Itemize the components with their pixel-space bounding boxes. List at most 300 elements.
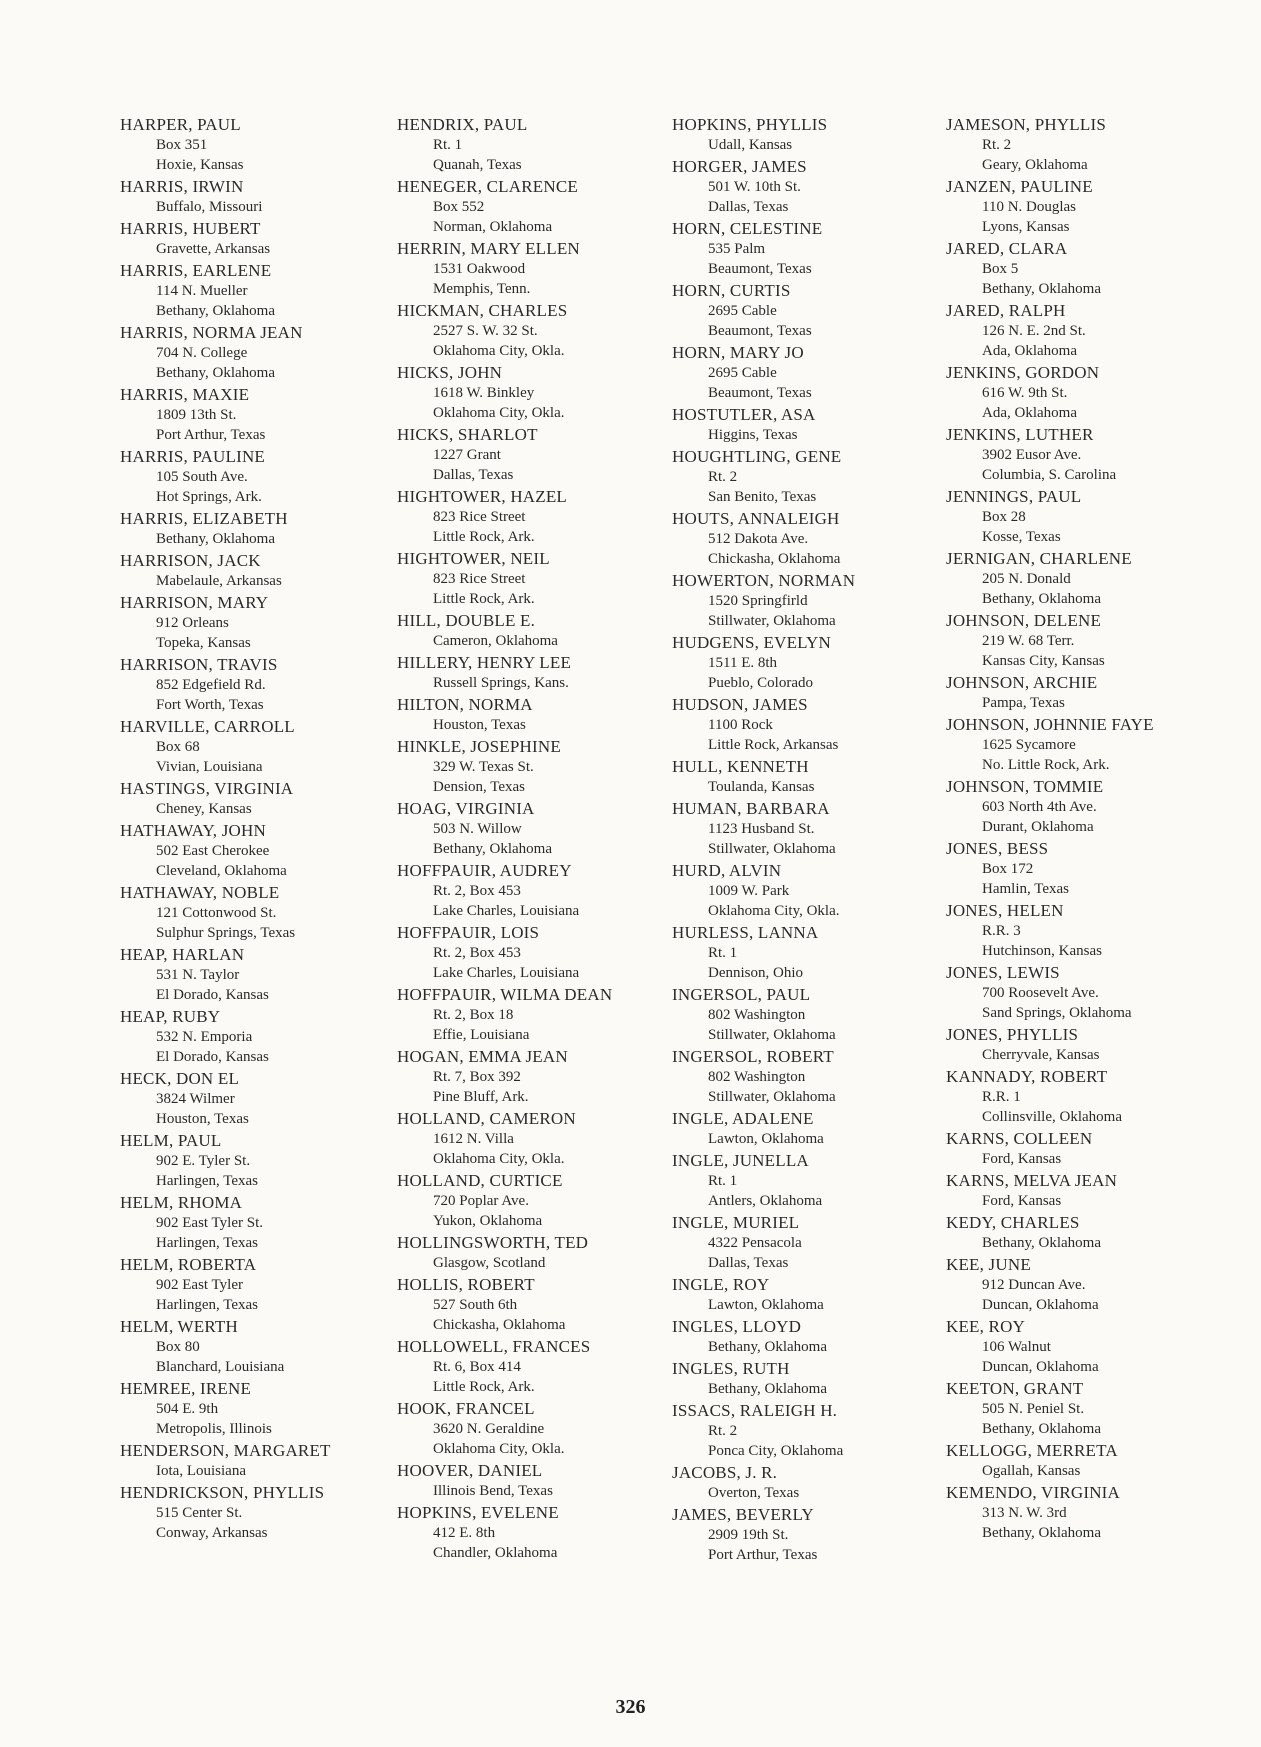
entry-city: Bethany, Oklahoma bbox=[708, 1339, 827, 1355]
entry-address: Rt. 2 bbox=[708, 1423, 738, 1439]
entry-city: Pine Bluff, Ark. bbox=[433, 1089, 529, 1105]
entry-city: Bethany, Oklahoma bbox=[708, 1381, 827, 1397]
entry-city: Hot Springs, Ark. bbox=[156, 489, 262, 505]
entry-name: HOOVER, DANIEL bbox=[397, 1461, 543, 1480]
entry-name: HOSTUTLER, ASA bbox=[672, 405, 816, 424]
entry-address: 1520 Springfirld bbox=[708, 593, 808, 609]
entry-address: 2909 19th St. bbox=[708, 1527, 789, 1543]
entry-name: HOFFPAUIR, WILMA DEAN bbox=[397, 985, 613, 1004]
entry-city: Pampa, Texas bbox=[982, 695, 1065, 711]
entry-address: 1511 E. 8th bbox=[708, 655, 778, 671]
entry-name: KEETON, GRANT bbox=[946, 1379, 1084, 1398]
entry-city: Stillwater, Oklahoma bbox=[708, 1089, 836, 1105]
entry-city: Bethany, Oklahoma bbox=[156, 303, 275, 319]
entry-name: HECK, DON EL bbox=[120, 1069, 240, 1088]
directory-column-1 bbox=[120, 115, 410, 1545]
directory-entry bbox=[120, 945, 410, 1005]
entry-name: HOLLIS, ROBERT bbox=[397, 1275, 535, 1294]
directory-entry bbox=[397, 1275, 687, 1335]
entry-city: Ada, Oklahoma bbox=[982, 405, 1077, 421]
directory-entry bbox=[120, 1069, 410, 1129]
entry-city: El Dorado, Kansas bbox=[156, 987, 269, 1003]
entry-name: HORN, MARY JO bbox=[672, 343, 804, 362]
entry-name: HENEGER, CLARENCE bbox=[397, 177, 578, 196]
entry-city: Ogallah, Kansas bbox=[982, 1463, 1081, 1479]
entry-address: 2695 Cable bbox=[708, 303, 777, 319]
entry-name: JANZEN, PAULINE bbox=[946, 177, 1093, 196]
entry-address: 527 South 6th bbox=[433, 1297, 518, 1313]
entry-city: Dallas, Texas bbox=[708, 1255, 789, 1271]
entry-address: 532 N. Emporia bbox=[156, 1029, 253, 1045]
entry-address: 802 Washington bbox=[708, 1069, 806, 1085]
entry-name: HUDSON, JAMES bbox=[672, 695, 808, 714]
entry-city: Oklahoma City, Okla. bbox=[708, 903, 840, 919]
entry-name: INGLE, JUNELLA bbox=[672, 1151, 809, 1170]
entry-city: Columbia, S. Carolina bbox=[982, 467, 1117, 483]
entry-city: Illinois Bend, Texas bbox=[433, 1483, 553, 1499]
entry-city: Little Rock, Ark. bbox=[433, 529, 535, 545]
directory-entry bbox=[120, 509, 410, 549]
entry-city: Oklahoma City, Okla. bbox=[433, 405, 565, 421]
entry-name: HOPKINS, PHYLLIS bbox=[672, 115, 828, 134]
directory-entry bbox=[397, 1233, 687, 1273]
entry-address: 912 Orleans bbox=[156, 615, 229, 631]
entry-address: Box 172 bbox=[982, 861, 1034, 877]
entry-city: Harlingen, Texas bbox=[156, 1235, 258, 1251]
entry-address: 1531 Oakwood bbox=[433, 261, 526, 277]
entry-address: 1809 13th St. bbox=[156, 407, 237, 423]
entry-city: Toulanda, Kansas bbox=[708, 779, 815, 795]
entry-name: HARRISON, MARY bbox=[120, 593, 269, 612]
entry-address: 3620 N. Geraldine bbox=[433, 1421, 545, 1437]
entry-name: HARRIS, MAXIE bbox=[120, 385, 250, 404]
entry-name: INGLE, ADALENE bbox=[672, 1109, 814, 1128]
entry-address: 823 Rice Street bbox=[433, 571, 526, 587]
entry-address: 501 W. 10th St. bbox=[708, 179, 801, 195]
directory-entry bbox=[672, 757, 962, 797]
entry-name: HENDRIX, PAUL bbox=[397, 115, 528, 134]
directory-entry bbox=[120, 385, 410, 445]
entry-address: 603 North 4th Ave. bbox=[982, 799, 1097, 815]
directory-entry bbox=[946, 1379, 1236, 1439]
entry-name: HARRIS, EARLENE bbox=[120, 261, 272, 280]
entry-name: HARRIS, PAULINE bbox=[120, 447, 266, 466]
entry-city: Lawton, Oklahoma bbox=[708, 1131, 824, 1147]
directory-entry bbox=[672, 1213, 962, 1273]
entry-address: Rt. 6, Box 414 bbox=[433, 1359, 521, 1375]
entry-city: Cameron, Oklahoma bbox=[433, 633, 558, 649]
entry-city: Cherryvale, Kansas bbox=[982, 1047, 1100, 1063]
directory-entry bbox=[397, 549, 687, 609]
directory-entry bbox=[672, 1359, 962, 1399]
entry-name: JENKINS, LUTHER bbox=[946, 425, 1094, 444]
directory-column-2 bbox=[397, 115, 687, 1565]
entry-address: Rt. 2, Box 453 bbox=[433, 945, 521, 961]
entry-city: Oklahoma City, Okla. bbox=[433, 343, 565, 359]
entry-address: Rt. 2 bbox=[982, 137, 1012, 153]
entry-name: HOPKINS, EVELENE bbox=[397, 1503, 559, 1522]
directory-entry bbox=[672, 447, 962, 507]
entry-city: Glasgow, Scotland bbox=[433, 1255, 546, 1271]
entry-address: 3902 Eusor Ave. bbox=[982, 447, 1082, 463]
entry-city: Stillwater, Oklahoma bbox=[708, 1027, 836, 1043]
entry-name: HARPER, PAUL bbox=[120, 115, 241, 134]
entry-address: Rt. 2, Box 453 bbox=[433, 883, 521, 899]
directory-entry bbox=[120, 883, 410, 943]
entry-name: HERRIN, MARY ELLEN bbox=[397, 239, 580, 258]
entry-name: JENKINS, GORDON bbox=[946, 363, 1100, 382]
entry-name: HEMREE, IRENE bbox=[120, 1379, 252, 1398]
directory-entry bbox=[120, 219, 410, 259]
entry-city: Harlingen, Texas bbox=[156, 1297, 258, 1313]
directory-entry bbox=[397, 1171, 687, 1231]
entry-city: Memphis, Tenn. bbox=[433, 281, 531, 297]
entry-name: HOWERTON, NORMAN bbox=[672, 571, 856, 590]
entry-city: San Benito, Texas bbox=[708, 489, 817, 505]
directory-entry bbox=[397, 985, 687, 1045]
entry-address: 502 East Cherokee bbox=[156, 843, 270, 859]
entry-address: 1625 Sycamore bbox=[982, 737, 1076, 753]
entry-name: JONES, HELEN bbox=[946, 901, 1064, 920]
directory-entry bbox=[120, 115, 410, 175]
entry-name: HOGAN, EMMA JEAN bbox=[397, 1047, 568, 1066]
entry-city: Durant, Oklahoma bbox=[982, 819, 1094, 835]
entry-name: INGERSOL, ROBERT bbox=[672, 1047, 834, 1066]
directory-entry bbox=[946, 611, 1236, 671]
entry-city: Duncan, Oklahoma bbox=[982, 1359, 1099, 1375]
entry-city: Chickasha, Oklahoma bbox=[433, 1317, 566, 1333]
entry-city: Hoxie, Kansas bbox=[156, 157, 244, 173]
entry-name: HARRISON, TRAVIS bbox=[120, 655, 278, 674]
entry-address: 704 N. College bbox=[156, 345, 248, 361]
directory-entry bbox=[397, 1399, 687, 1459]
entry-city: Bethany, Oklahoma bbox=[982, 281, 1101, 297]
entry-address: 121 Cottonwood St. bbox=[156, 905, 277, 921]
directory-entry bbox=[946, 1483, 1236, 1543]
entry-address: 4322 Pensacola bbox=[708, 1235, 802, 1251]
entry-city: Hamlin, Texas bbox=[982, 881, 1069, 897]
entry-name: INGERSOL, PAUL bbox=[672, 985, 811, 1004]
entry-city: Lyons, Kansas bbox=[982, 219, 1070, 235]
directory-entry bbox=[672, 799, 962, 859]
entry-city: Hutchinson, Kansas bbox=[982, 943, 1102, 959]
entry-name: HORN, CURTIS bbox=[672, 281, 791, 300]
entry-name: HATHAWAY, JOHN bbox=[120, 821, 266, 840]
entry-address: 1618 W. Binkley bbox=[433, 385, 535, 401]
entry-name: HARVILLE, CARROLL bbox=[120, 717, 295, 736]
entry-name: HOLLINGSWORTH, TED bbox=[397, 1233, 589, 1252]
directory-entry bbox=[397, 653, 687, 693]
entry-name: JERNIGAN, CHARLENE bbox=[946, 549, 1132, 568]
entry-address: 412 E. 8th bbox=[433, 1525, 496, 1541]
directory-entry bbox=[672, 1151, 962, 1211]
entry-city: Conway, Arkansas bbox=[156, 1525, 268, 1541]
directory-entry bbox=[672, 509, 962, 569]
entry-name: HELM, RHOMA bbox=[120, 1193, 243, 1212]
directory-entry bbox=[120, 177, 410, 217]
entry-name: HARRIS, ELIZABETH bbox=[120, 509, 288, 528]
directory-entry bbox=[397, 363, 687, 423]
entry-name: HURLESS, LANNA bbox=[672, 923, 819, 942]
directory-entry bbox=[946, 425, 1236, 485]
directory-entry bbox=[120, 323, 410, 383]
entry-city: Kosse, Texas bbox=[982, 529, 1061, 545]
entry-city: Iota, Louisiana bbox=[156, 1463, 246, 1479]
entry-name: HELM, PAUL bbox=[120, 1131, 222, 1150]
directory-entry bbox=[946, 901, 1236, 961]
entry-address: R.R. 3 bbox=[982, 923, 1021, 939]
entry-city: Antlers, Oklahoma bbox=[708, 1193, 823, 1209]
entry-address: 802 Washington bbox=[708, 1007, 806, 1023]
entry-city: Duncan, Oklahoma bbox=[982, 1297, 1099, 1313]
entry-name: HOLLOWELL, FRANCES bbox=[397, 1337, 591, 1356]
entry-name: HARRIS, NORMA JEAN bbox=[120, 323, 303, 342]
entry-name: HARRIS, HUBERT bbox=[120, 219, 261, 238]
entry-city: Ponca City, Oklahoma bbox=[708, 1443, 844, 1459]
entry-address: 504 E. 9th bbox=[156, 1401, 219, 1417]
entry-city: Mabelaule, Arkansas bbox=[156, 573, 282, 589]
entry-name: JAMESON, PHYLLIS bbox=[946, 115, 1106, 134]
entry-address: 720 Poplar Ave. bbox=[433, 1193, 529, 1209]
entry-city: Bethany, Oklahoma bbox=[982, 591, 1101, 607]
entry-address: 2695 Cable bbox=[708, 365, 777, 381]
directory-entry bbox=[120, 1441, 410, 1481]
entry-name: HOFFPAUIR, LOIS bbox=[397, 923, 540, 942]
entry-address: 313 N. W. 3rd bbox=[982, 1505, 1067, 1521]
entry-city: No. Little Rock, Ark. bbox=[982, 757, 1110, 773]
entry-address: 531 N. Taylor bbox=[156, 967, 240, 983]
directory-entry bbox=[397, 487, 687, 547]
directory-entry bbox=[672, 1463, 962, 1503]
directory-entry bbox=[946, 1067, 1236, 1127]
entry-city: Ada, Oklahoma bbox=[982, 343, 1077, 359]
entry-city: Norman, Oklahoma bbox=[433, 219, 553, 235]
entry-city: Beaumont, Texas bbox=[708, 261, 812, 277]
entry-address: 616 W. 9th St. bbox=[982, 385, 1068, 401]
entry-name: HARRIS, IRWIN bbox=[120, 177, 244, 196]
entry-address: 902 East Tyler bbox=[156, 1277, 243, 1293]
directory-entry bbox=[397, 737, 687, 797]
entry-city: Gravette, Arkansas bbox=[156, 241, 271, 257]
entry-name: HOAG, VIRGINIA bbox=[397, 799, 535, 818]
entry-address: Rt. 1 bbox=[433, 137, 463, 153]
entry-city: Collinsville, Oklahoma bbox=[982, 1109, 1122, 1125]
directory-entry bbox=[397, 923, 687, 983]
entry-name: INGLE, MURIEL bbox=[672, 1213, 800, 1232]
entry-name: JONES, BESS bbox=[946, 839, 1049, 858]
entry-city: Pueblo, Colorado bbox=[708, 675, 813, 691]
entry-city: Ford, Kansas bbox=[982, 1193, 1062, 1209]
entry-address: 329 W. Texas St. bbox=[433, 759, 534, 775]
entry-address: 515 Center St. bbox=[156, 1505, 243, 1521]
directory-entry bbox=[946, 1255, 1236, 1315]
directory-entry bbox=[672, 1317, 962, 1357]
entry-city: Geary, Oklahoma bbox=[982, 157, 1088, 173]
entry-city: Port Arthur, Texas bbox=[708, 1547, 818, 1563]
entry-name: HOFFPAUIR, AUDREY bbox=[397, 861, 572, 880]
directory-entry bbox=[120, 1483, 410, 1543]
entry-city: Dennison, Ohio bbox=[708, 965, 803, 981]
directory-entry bbox=[397, 611, 687, 651]
entry-city: Buffalo, Missouri bbox=[156, 199, 263, 215]
directory-entry bbox=[946, 1171, 1236, 1211]
entry-city: Oklahoma City, Okla. bbox=[433, 1151, 565, 1167]
directory-entry bbox=[672, 1275, 962, 1315]
entry-address: 902 E. Tyler St. bbox=[156, 1153, 251, 1169]
entry-address: 912 Duncan Ave. bbox=[982, 1277, 1086, 1293]
entry-address: 219 W. 68 Terr. bbox=[982, 633, 1075, 649]
directory-entry bbox=[672, 695, 962, 755]
entry-name: HULL, KENNETH bbox=[672, 757, 809, 776]
directory-entry bbox=[397, 1503, 687, 1563]
directory-entry bbox=[672, 1505, 962, 1565]
entry-name: INGLES, RUTH bbox=[672, 1359, 790, 1378]
directory-entry bbox=[120, 261, 410, 321]
entry-address: 1009 W. Park bbox=[708, 883, 790, 899]
entry-name: HELM, ROBERTA bbox=[120, 1255, 257, 1274]
entry-name: HILTON, NORMA bbox=[397, 695, 533, 714]
entry-address: 823 Rice Street bbox=[433, 509, 526, 525]
entry-name: JOHNSON, JOHNNIE FAYE bbox=[946, 715, 1154, 734]
directory-entry bbox=[120, 1255, 410, 1315]
directory-entry bbox=[946, 673, 1236, 713]
entry-name: HEAP, HARLAN bbox=[120, 945, 245, 964]
directory-entry bbox=[946, 1213, 1236, 1253]
directory-entry bbox=[672, 343, 962, 403]
entry-city: Oklahoma City, Okla. bbox=[433, 1441, 565, 1457]
directory-entry bbox=[946, 839, 1236, 899]
directory-entry bbox=[946, 177, 1236, 237]
entry-name: HARRISON, JACK bbox=[120, 551, 261, 570]
directory-entry bbox=[946, 239, 1236, 299]
directory-entry bbox=[672, 633, 962, 693]
entry-address: 1227 Grant bbox=[433, 447, 501, 463]
entry-name: HELM, WERTH bbox=[120, 1317, 238, 1336]
entry-name: HICKS, SHARLOT bbox=[397, 425, 538, 444]
directory-entry bbox=[672, 219, 962, 279]
entry-city: Bethany, Oklahoma bbox=[156, 531, 275, 547]
entry-address: 852 Edgefield Rd. bbox=[156, 677, 266, 693]
directory-entry bbox=[672, 571, 962, 631]
entry-name: JARED, RALPH bbox=[946, 301, 1066, 320]
entry-name: JAMES, BEVERLY bbox=[672, 1505, 814, 1524]
directory-entry bbox=[672, 985, 962, 1045]
entry-address: 503 N. Willow bbox=[433, 821, 522, 837]
entry-name: JOHNSON, ARCHIE bbox=[946, 673, 1098, 692]
entry-city: Beaumont, Texas bbox=[708, 323, 812, 339]
directory-column-3 bbox=[672, 115, 962, 1567]
directory-entry bbox=[946, 715, 1236, 775]
directory-entry bbox=[946, 1025, 1236, 1065]
entry-name: HENDRICKSON, PHYLLIS bbox=[120, 1483, 325, 1502]
entry-city: Vivian, Louisiana bbox=[156, 759, 263, 775]
entry-city: Dallas, Texas bbox=[433, 467, 514, 483]
entry-city: Bethany, Oklahoma bbox=[982, 1235, 1101, 1251]
entry-name: INGLE, ROY bbox=[672, 1275, 770, 1294]
entry-city: Lake Charles, Louisiana bbox=[433, 903, 580, 919]
entry-city: Topeka, Kansas bbox=[156, 635, 251, 651]
entry-address: 114 N. Mueller bbox=[156, 283, 248, 299]
entry-city: Houston, Texas bbox=[156, 1111, 249, 1127]
entry-city: Houston, Texas bbox=[433, 717, 526, 733]
directory-entry bbox=[946, 1317, 1236, 1377]
entry-address: Rt. 1 bbox=[708, 1173, 738, 1189]
entry-city: Little Rock, Arkansas bbox=[708, 737, 839, 753]
entry-city: Fort Worth, Texas bbox=[156, 697, 264, 713]
entry-name: JARED, CLARA bbox=[946, 239, 1068, 258]
directory-entry bbox=[397, 1337, 687, 1397]
entry-name: HUDGENS, EVELYN bbox=[672, 633, 832, 652]
entry-name: KELLOGG, MERRETA bbox=[946, 1441, 1118, 1460]
entry-address: 3824 Wilmer bbox=[156, 1091, 235, 1107]
entry-name: JONES, LEWIS bbox=[946, 963, 1060, 982]
directory-entry bbox=[120, 1131, 410, 1191]
entry-address: Box 68 bbox=[156, 739, 200, 755]
entry-address: Box 28 bbox=[982, 509, 1026, 525]
entry-address: 110 N. Douglas bbox=[982, 199, 1077, 215]
directory-entry bbox=[946, 487, 1236, 547]
entry-city: Beaumont, Texas bbox=[708, 385, 812, 401]
entry-city: Effie, Louisiana bbox=[433, 1027, 530, 1043]
entry-name: HILLERY, HENRY LEE bbox=[397, 653, 572, 672]
entry-name: INGLES, LLOYD bbox=[672, 1317, 802, 1336]
entry-name: KEDY, CHARLES bbox=[946, 1213, 1080, 1232]
entry-address: Box 5 bbox=[982, 261, 1019, 277]
directory-entry bbox=[397, 1047, 687, 1107]
entry-city: El Dorado, Kansas bbox=[156, 1049, 269, 1065]
directory-entry bbox=[397, 861, 687, 921]
entry-name: HIGHTOWER, HAZEL bbox=[397, 487, 568, 506]
entry-city: Stillwater, Oklahoma bbox=[708, 841, 836, 857]
entry-name: ISSACS, RALEIGH H. bbox=[672, 1401, 838, 1420]
entry-address: Box 552 bbox=[433, 199, 485, 215]
entry-city: Sulphur Springs, Texas bbox=[156, 925, 296, 941]
directory-entry bbox=[397, 1461, 687, 1501]
entry-city: Bethany, Oklahoma bbox=[982, 1525, 1101, 1541]
entry-city: Stillwater, Oklahoma bbox=[708, 613, 836, 629]
entry-name: JONES, PHYLLIS bbox=[946, 1025, 1079, 1044]
entry-city: Metropolis, Illinois bbox=[156, 1421, 272, 1437]
entry-city: Blanchard, Louisiana bbox=[156, 1359, 285, 1375]
entry-address: Box 351 bbox=[156, 137, 208, 153]
directory-entry bbox=[672, 861, 962, 921]
directory-entry bbox=[672, 157, 962, 217]
entry-city: Sand Springs, Oklahoma bbox=[982, 1005, 1132, 1021]
entry-address: 205 N. Donald bbox=[982, 571, 1071, 587]
entry-name: HILL, DOUBLE E. bbox=[397, 611, 536, 630]
directory-entry bbox=[946, 1129, 1236, 1169]
directory-entry bbox=[672, 281, 962, 341]
directory-entry bbox=[397, 425, 687, 485]
directory-entry bbox=[120, 593, 410, 653]
directory-entry bbox=[120, 447, 410, 507]
directory-entry bbox=[946, 777, 1236, 837]
entry-city: Little Rock, Ark. bbox=[433, 1379, 535, 1395]
entry-city: Chandler, Oklahoma bbox=[433, 1545, 558, 1561]
directory-entry bbox=[397, 239, 687, 299]
directory-entry bbox=[672, 1401, 962, 1461]
directory-entry bbox=[120, 1317, 410, 1377]
entry-name: HOLLAND, CURTICE bbox=[397, 1171, 563, 1190]
entry-name: HINKLE, JOSEPHINE bbox=[397, 737, 561, 756]
entry-name: HOOK, FRANCEL bbox=[397, 1399, 535, 1418]
entry-city: Little Rock, Ark. bbox=[433, 591, 535, 607]
entry-address: 535 Palm bbox=[708, 241, 766, 257]
directory-column-4 bbox=[946, 115, 1236, 1545]
entry-city: Bethany, Oklahoma bbox=[156, 365, 275, 381]
directory-entry bbox=[672, 405, 962, 445]
page-number: 326 bbox=[615, 1696, 646, 1718]
